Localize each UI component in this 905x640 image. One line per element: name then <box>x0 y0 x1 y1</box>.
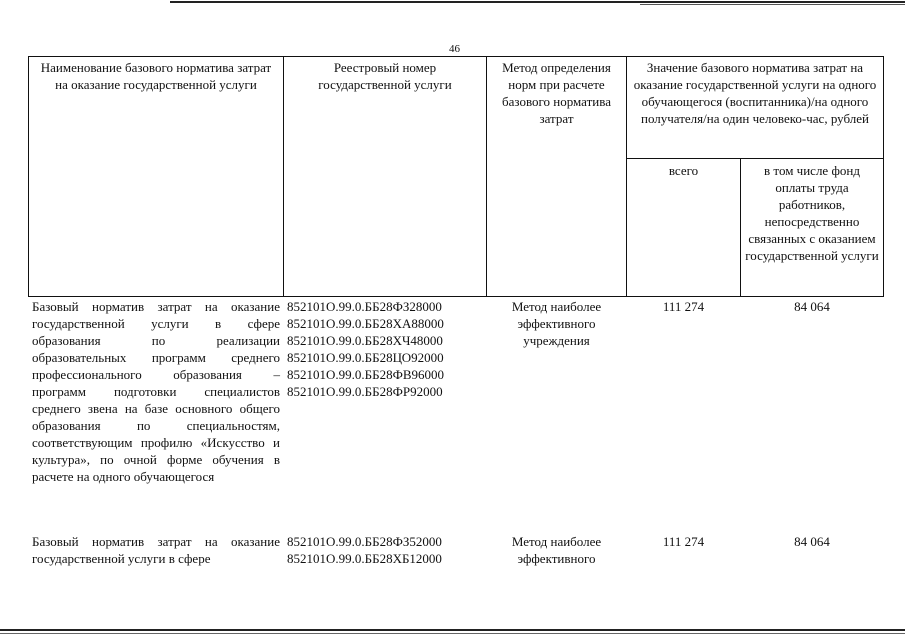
scan-edge-bottom-shadow <box>0 633 905 634</box>
col-divider-1 <box>28 56 29 296</box>
registry-code: 852101О.99.0.ББ28ФР92000 <box>287 384 443 399</box>
registry-code: 852101О.99.0.ББ28ФЗ28000 <box>287 299 442 314</box>
row1-method: Метод наиболее эффективного учреждения <box>511 299 602 348</box>
page-number: 46 <box>449 43 460 55</box>
row1-wage-fund: 84 064 <box>794 299 830 314</box>
header-norm-name: Наименование базового норматива затрат на оказание государственной услуги <box>40 60 272 92</box>
header-registry-number: Реестровый номер государственной услуги <box>318 60 452 92</box>
registry-code: 852101О.99.0.ББ28ХА88000 <box>287 316 444 331</box>
col-divider-3 <box>486 56 487 296</box>
subheader-top-border <box>626 158 884 159</box>
col-divider-2 <box>283 56 284 296</box>
header-method: Метод определения норм при расчете базового норматива затрат <box>502 60 611 126</box>
header-total: всего <box>668 163 699 178</box>
scan-edge-top-shadow <box>640 4 905 5</box>
registry-code: 852101О.99.0.ББ28ЦО92000 <box>287 350 444 365</box>
row2-norm-name: Базовый норматив затрат на оказание государственной услуги в сфере <box>32 534 280 566</box>
table-top-border <box>28 56 884 57</box>
col-divider-5 <box>740 158 741 296</box>
row2-method: Метод наиболее эффективного <box>511 534 602 566</box>
row1-registry-codes <box>287 298 483 400</box>
registry-code: 852101О.99.0.ББ28ХЧ48000 <box>287 333 443 348</box>
row2-wage-fund: 84 064 <box>794 534 830 549</box>
row2-total: 111 274 <box>662 534 705 549</box>
registry-code: 852101О.99.0.ББ28ФВ96000 <box>287 367 445 382</box>
header-norm-value: Значение базового норматива затрат на оказание государственной услуги на одного обучающегося (воспитанника)/на одного получателя/на один человеко-час, рублей <box>633 60 877 126</box>
registry-code: 852101О.99.0.ББ28ФЗ52000 <box>287 534 442 549</box>
col-divider-6 <box>883 56 884 296</box>
row2-registry-codes <box>287 533 483 567</box>
scan-edge-top <box>170 1 905 3</box>
scan-edge-bottom <box>0 629 905 631</box>
table-header-bottom-border <box>28 296 884 297</box>
row1-total: 111 274 <box>662 299 705 314</box>
col-divider-4 <box>626 56 627 296</box>
row1-norm-name: Базовый норматив затрат на оказание государственной услуги в сфере образования по реализации образовательных программ среднего профессионального образования – программ подготовки специалистов среднего звена на базе основного общего образования по специальностям, соответствующим профилю «Искусство и культура», по очной форме обучения в расчете на одного обучающегося <box>32 299 280 484</box>
registry-code: 852101О.99.0.ББ28ХБ12000 <box>287 551 442 566</box>
header-wage-fund: в том числе фонд оплаты труда работников, непосредственно связанных с оказанием государственной услуги <box>745 163 879 263</box>
